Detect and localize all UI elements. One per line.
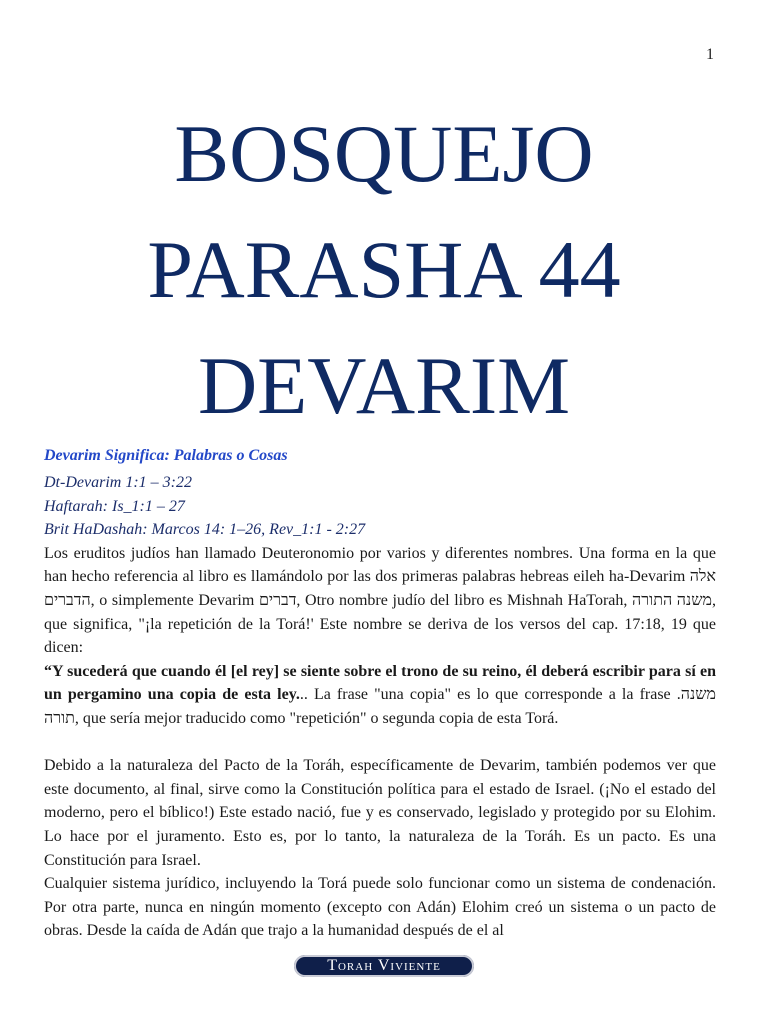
paragraph-quote	[44, 660, 716, 731]
reference-torah: Dt-Devarim 1:1 – 3:22	[44, 474, 192, 491]
reference-brit-hadashah: Brit HaDashah: Marcos 14: 1–26, Rev_1:1 - 2:27	[44, 521, 366, 539]
paragraph-legal-system: Cualquier sistema jurídico, incluyendo la Torá puede solo funcionar como un sistema de condenación. Por otra parte, nunca en ningún momento (excepto con Adán) Elohim creó un sistema o un pacto de obras. Desde la caída de Adán que trajo a la humanidad después de el al	[44, 875, 716, 940]
document-body	[44, 444, 716, 943]
title-line-2: PARASHA 44	[147, 224, 621, 315]
logo-text: Torah Viviente	[327, 957, 441, 974]
subtitle: Devarim Significa: Palabras o Cosas	[44, 447, 288, 464]
torah-viviente-logo	[294, 955, 474, 977]
paragraph-covenant: Debido a la naturaleza del Pacto de la Toráh, específicamente de Devarim, también podemos ver que este documento, al final, sirve como la Constitución política para el estado de Israel. (¡No el estado del moderno, pero el bíblico!) Este estado nació, fue y es conservado, legislado y protegido por su Elohim. Lo hace por el juramento. Esto es, por lo tanto, la naturaleza de la Toráh. Es un pacto. Es una Constitución para Israel.	[44, 757, 716, 869]
paragraph-intro: Los eruditos judíos han llamado Deuteronomio por varios y diferentes nombres. Una forma en la que han hecho referencia al libro es llamándolo por las dos primeras palabras hebreas eileh ha-Devarim אלה הדברים, o simplemente Devarim דברים, Otro nombre judío del libro es Mishnah HaTorah, משנה התורה, que significa, "¡la repetición de la Torá!' Este nombre se deriva de los versos del cap. 17:18, 19 que dicen:	[44, 544, 717, 657]
title-line-3: DEVARIM	[197, 340, 571, 431]
title-line-1: BOSQUEJO	[174, 108, 594, 199]
reference-haftarah: Haftarah: Is_1:1 – 27	[44, 497, 185, 515]
quote-bold: “Y sucederá que cuando él [el rey] se siente sobre el trono de su reino, él deberá escribir para sí en un pergamino una copia de esta ley.	[44, 662, 716, 704]
quote-rest: .. La frase "una copia" es lo que corresponde a la frase .משנה תורה, que sería mejor traducido como "repetición" o segunda copia de esta Torá.	[44, 686, 716, 727]
document-title	[0, 96, 768, 444]
page-number: 1	[706, 46, 714, 63]
